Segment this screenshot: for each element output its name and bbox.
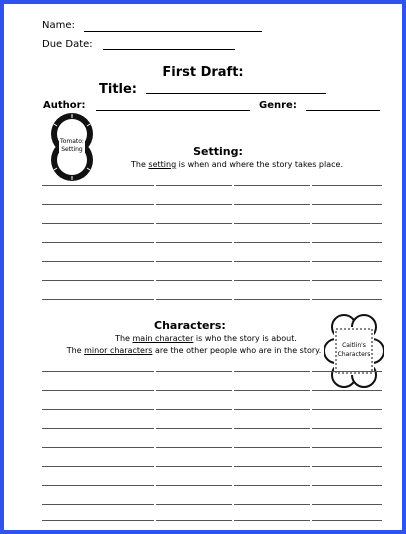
author-field[interactable] (96, 110, 250, 111)
characters-line1: The main character is who the story is about. (115, 334, 297, 343)
writing-line[interactable] (234, 504, 310, 505)
characters-heading: Characters: (154, 319, 226, 332)
writing-line[interactable] (234, 204, 310, 205)
characters-badge-line2: Characters (337, 351, 371, 358)
writing-line[interactable] (234, 223, 310, 224)
writing-line[interactable] (42, 409, 154, 410)
setting-badge-line1: Tomato: (60, 138, 84, 145)
writing-line[interactable] (42, 520, 154, 521)
writing-line[interactable] (156, 242, 232, 243)
characters-line2: The minor characters are the other people who are in the story. (66, 346, 322, 355)
minor-characters-term: minor characters (84, 346, 153, 355)
writing-line[interactable] (42, 261, 154, 262)
writing-line[interactable] (42, 466, 154, 467)
author-label: Author: (43, 100, 86, 111)
writing-line[interactable] (42, 485, 154, 486)
writing-line[interactable] (312, 504, 382, 505)
writing-line[interactable] (312, 447, 382, 448)
setting-badge-line2: Setting (61, 146, 83, 153)
writing-line[interactable] (156, 409, 232, 410)
title-field[interactable] (146, 93, 326, 94)
writing-line[interactable] (312, 390, 382, 391)
writing-line[interactable] (234, 520, 310, 521)
writing-line[interactable] (312, 261, 382, 262)
name-field[interactable] (84, 31, 262, 32)
writing-line[interactable] (312, 204, 382, 205)
writing-line[interactable] (234, 371, 310, 372)
writing-line[interactable] (42, 223, 154, 224)
writing-line[interactable] (156, 428, 232, 429)
setting-term: setting (148, 160, 177, 169)
writing-line[interactable] (234, 466, 310, 467)
writing-line[interactable] (156, 261, 232, 262)
title-label: Title: (99, 82, 138, 97)
name-label: Name: (42, 20, 75, 31)
writing-line[interactable] (42, 504, 154, 505)
writing-line[interactable] (234, 299, 310, 300)
main-character-term: main character (132, 334, 194, 343)
writing-line[interactable] (42, 242, 154, 243)
writing-line[interactable] (312, 520, 382, 521)
writing-line[interactable] (156, 371, 232, 372)
setting-heading: Setting: (193, 145, 243, 158)
writing-line[interactable] (156, 466, 232, 467)
writing-line[interactable] (234, 390, 310, 391)
writing-line[interactable] (312, 242, 382, 243)
writing-line[interactable] (156, 223, 232, 224)
writing-line[interactable] (312, 428, 382, 429)
setting-description: The setting is when and where the story takes place. (130, 160, 343, 169)
writing-line[interactable] (42, 299, 154, 300)
writing-line[interactable] (42, 371, 154, 372)
characters-badge-line1: Caitlin's (342, 342, 366, 349)
due-date-label: Due Date: (42, 39, 93, 50)
writing-line[interactable] (42, 204, 154, 205)
writing-line[interactable] (234, 409, 310, 410)
writing-line[interactable] (156, 185, 232, 186)
writing-line[interactable] (156, 280, 232, 281)
writing-line[interactable] (156, 520, 232, 521)
genre-label: Genre: (259, 100, 297, 111)
first-draft-heading: First Draft: (162, 65, 244, 80)
writing-line[interactable] (42, 185, 154, 186)
writing-line[interactable] (312, 223, 382, 224)
writing-line[interactable] (234, 280, 310, 281)
writing-line[interactable] (312, 371, 382, 372)
writing-line[interactable] (312, 299, 382, 300)
due-date-field[interactable] (103, 49, 235, 50)
writing-line[interactable] (156, 390, 232, 391)
writing-line[interactable] (42, 280, 154, 281)
writing-line[interactable] (312, 280, 382, 281)
writing-line[interactable] (234, 185, 310, 186)
writing-line[interactable] (156, 447, 232, 448)
writing-line[interactable] (234, 447, 310, 448)
writing-line[interactable] (234, 261, 310, 262)
writing-line[interactable] (234, 242, 310, 243)
writing-line[interactable] (42, 390, 154, 391)
writing-line[interactable] (312, 185, 382, 186)
writing-line[interactable] (156, 485, 232, 486)
characters-badge (324, 313, 384, 389)
writing-line[interactable] (156, 299, 232, 300)
writing-line[interactable] (42, 447, 154, 448)
writing-line[interactable] (234, 428, 310, 429)
writing-line[interactable] (156, 204, 232, 205)
writing-line[interactable] (42, 428, 154, 429)
genre-field[interactable] (306, 110, 380, 111)
writing-line[interactable] (312, 466, 382, 467)
writing-line[interactable] (156, 504, 232, 505)
writing-line[interactable] (312, 485, 382, 486)
writing-line[interactable] (312, 409, 382, 410)
writing-line[interactable] (234, 485, 310, 486)
